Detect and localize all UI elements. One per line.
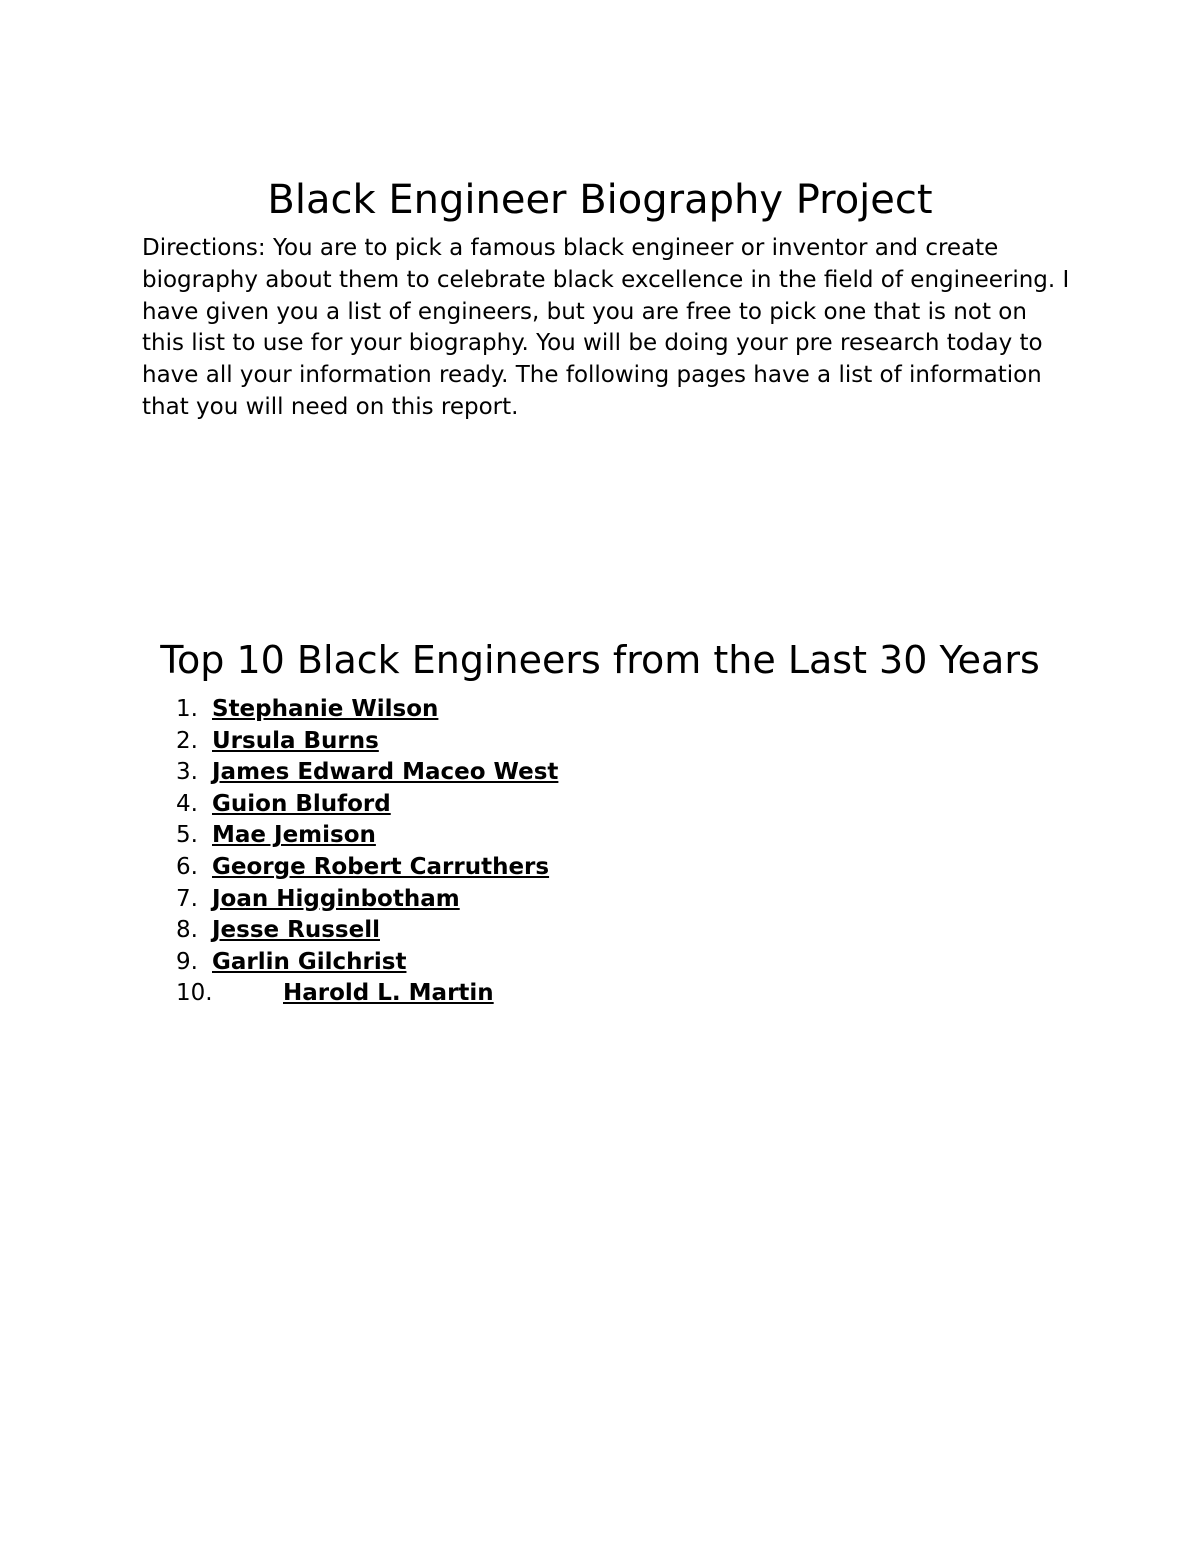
list-number: 2.: [176, 727, 198, 754]
list-heading: Top 10 Black Engineers from the Last 30 Years: [160, 638, 1040, 682]
list-item: [176, 726, 558, 758]
directions-paragraph: Directions: You are to pick a famous black engineer or inventor and create biography about them to celebrate black excellence in the field of engineering. I have given you a list of engineers, but you are free to pick one that is not on this list to use for your biography. You will be doing your pre research today to have all your information ready. The following pages have a list of information that you will need on this report.: [142, 235, 1070, 420]
list-number: 8.: [176, 917, 198, 944]
list-item: [176, 694, 558, 726]
engineer-list: [176, 694, 558, 1010]
engineer-link[interactable]: George Robert Carruthers: [212, 853, 550, 880]
list-item: [176, 947, 558, 979]
engineer-link[interactable]: Stephanie Wilson: [212, 696, 439, 722]
engineer-link[interactable]: Jesse Russell: [212, 917, 380, 944]
document-title: Black Engineer Biography Project: [267, 177, 933, 223]
list-number: 3.: [176, 759, 198, 786]
engineer-link[interactable]: Joan Higginbotham: [212, 885, 460, 912]
list-number: 6.: [176, 853, 198, 880]
list-number: 7.: [176, 885, 198, 912]
engineer-link[interactable]: Garlin Gilchrist: [212, 948, 407, 975]
list-item: [176, 820, 558, 852]
engineer-link[interactable]: Guion Bluford: [212, 790, 391, 817]
engineer-link[interactable]: Harold L. Martin: [283, 980, 494, 1007]
list-item: [176, 757, 558, 789]
list-number: 5.: [176, 822, 198, 849]
engineer-link[interactable]: Mae Jemison: [212, 822, 376, 849]
list-item: [176, 852, 558, 884]
list-item: [176, 915, 558, 947]
list-number: 9.: [176, 948, 198, 975]
list-number: 4.: [176, 790, 198, 817]
list-item: [176, 978, 558, 1010]
list-number: 1.: [176, 696, 198, 722]
engineer-link[interactable]: James Edward Maceo West: [212, 759, 559, 786]
list-item: [176, 789, 558, 821]
engineer-link[interactable]: Ursula Burns: [212, 727, 379, 754]
list-number: 10.: [176, 980, 213, 1007]
list-item: [176, 884, 558, 916]
